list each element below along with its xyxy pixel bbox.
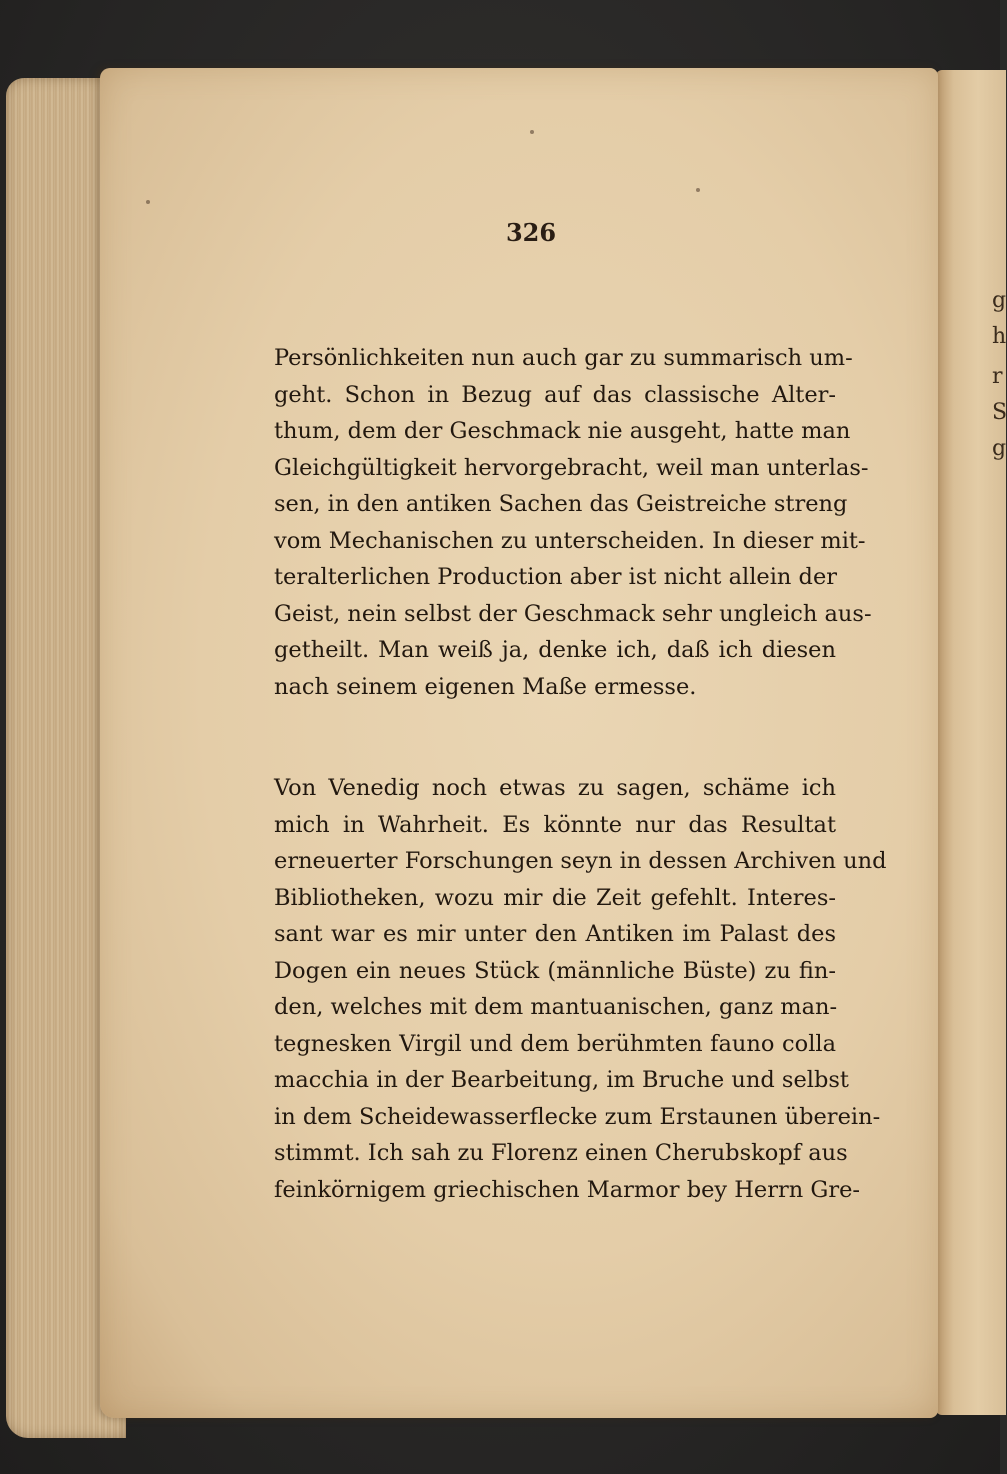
book-page bbox=[100, 68, 938, 1418]
facing-page-letter: S bbox=[992, 400, 1007, 425]
text-line: Dogen ein neues Stück (männliche Büste) zu fin- bbox=[274, 957, 836, 984]
paper-speck bbox=[530, 130, 534, 134]
text-line: macchia in der Bearbeitung, im Bruche und selbst bbox=[274, 1067, 849, 1093]
text-line: Persönlichkeiten nun auch gar zu summarisch um- bbox=[274, 345, 853, 371]
text-line: vom Mechanischen zu unterscheiden. In dieser mit- bbox=[274, 527, 866, 554]
text-line: stimmt. Ich sah zu Florenz einen Cherubskopf aus bbox=[274, 1140, 848, 1166]
text-line: tegnesken Virgil und dem berühmten fauno colla bbox=[274, 1030, 836, 1057]
facing-page-letter: g bbox=[992, 288, 1007, 313]
page-number: 326 bbox=[505, 218, 557, 247]
text-line: erneuerter Forschungen seyn in dessen Archiven und bbox=[274, 848, 887, 874]
facing-page-letter: h bbox=[992, 324, 1007, 349]
text-line: den, welches mit dem mantuanischen, ganz man- bbox=[274, 994, 838, 1020]
text-line: teralterlichen Production aber ist nicht allein der bbox=[274, 564, 838, 590]
text-line: thum, dem der Geschmack nie ausgeht, hatte man bbox=[274, 418, 851, 444]
text-line: mich in Wahrheit. Es könnte nur das Resultat bbox=[274, 811, 836, 838]
facing-page-letter: g bbox=[992, 436, 1007, 461]
text-line: Geist, nein selbst der Geschmack sehr ungleich aus- bbox=[274, 600, 872, 627]
paper-speck bbox=[146, 200, 150, 204]
text-line: sant war es mir unter den Antiken im Palast des bbox=[274, 921, 836, 947]
text-line: getheilt. Man weiß ja, denke ich, daß ich diesen bbox=[274, 637, 836, 663]
text-line: sen, in den antiken Sachen das Geistreiche streng bbox=[274, 491, 848, 517]
paragraph-2 bbox=[274, 770, 887, 1208]
text-line: geht. Schon in Bezug auf das classische Alter- bbox=[274, 381, 836, 408]
facing-page-edge bbox=[936, 70, 1006, 1415]
text-line: feinkörnigem griechischen Marmor bey Herrn Gre- bbox=[274, 1176, 861, 1203]
text-line: Bibliotheken, wozu mir die Zeit gefehlt. Interes- bbox=[274, 884, 836, 911]
text-line: nach seinem eigenen Maße ermesse. bbox=[274, 673, 697, 700]
text-line: in dem Scheidewasserflecke zum Erstaunen überein- bbox=[274, 1103, 881, 1130]
text-line: Von Venedig noch etwas zu sagen, schäme ich bbox=[274, 775, 836, 801]
facing-page-letter: r bbox=[992, 364, 1003, 389]
text-line: Gleichgültigkeit hervorgebracht, weil man unterlas- bbox=[274, 454, 869, 481]
paragraph-1 bbox=[274, 340, 872, 705]
paper-speck bbox=[696, 188, 700, 192]
